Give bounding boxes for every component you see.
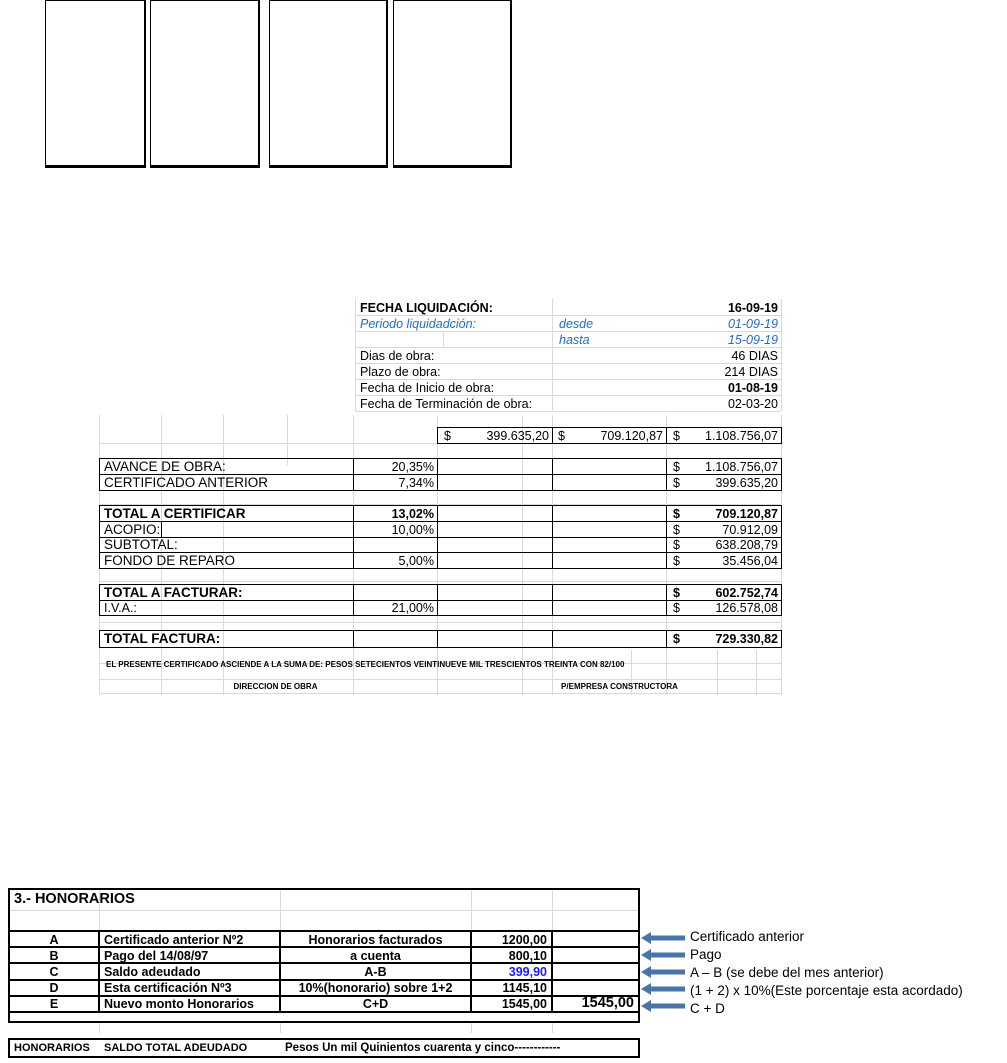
row-key: E xyxy=(49,997,59,1011)
signature-box-1 xyxy=(45,0,146,168)
firma-direccion-obra: DIRECCION DE OBRA xyxy=(233,682,318,691)
row-amount: 399,90 xyxy=(508,965,547,979)
row-label: CERTIFICADO ANTERIOR xyxy=(104,475,269,490)
row-currency: $ xyxy=(673,538,680,552)
row-amount: 729.330,82 xyxy=(715,632,778,646)
summary-anterior-amount: 399.635,20 xyxy=(486,429,549,443)
row-concept: Honorarios facturados xyxy=(308,933,443,947)
signature-box-3 xyxy=(269,0,388,168)
row-label: ACOPIO: xyxy=(104,522,161,537)
row-key: A xyxy=(49,933,59,947)
row-amount: 1145,10 xyxy=(502,981,547,995)
hasta-value: 15-09-19 xyxy=(727,333,778,347)
row-currency: $ xyxy=(673,460,680,474)
summary-actual-amount: 709.120,87 xyxy=(600,429,663,443)
periodo-label: Periodo liquidadción: xyxy=(360,317,477,331)
row-concept: A-B xyxy=(364,965,387,979)
row-desc: Nuevo monto Honorarios xyxy=(104,997,255,1011)
terminacion-value: 02-03-20 xyxy=(727,397,778,411)
note-porcentaje: (1 + 2) x 10%(Este porcentaje esta acordado) xyxy=(690,983,963,998)
row-amount: 1545,00 xyxy=(501,997,547,1011)
fecha-liquidacion-label: FECHA LIQUIDACIÓN: xyxy=(360,301,493,315)
row-amount: 709.120,87 xyxy=(715,507,778,521)
row-pct: 21,00% xyxy=(391,601,434,615)
row-amount: 602.752,74 xyxy=(715,586,778,600)
dias-label: Dias de obra: xyxy=(360,349,435,363)
inicio-label: Fecha de Inicio de obra: xyxy=(360,381,495,395)
summary-total-amount: 1.108.756,07 xyxy=(705,429,778,443)
footer-amount-text: Pesos Un mil Quinientos cuarenta y cinco------------ xyxy=(285,1042,561,1054)
summary-total-currency: $ xyxy=(673,429,680,443)
suma-text: EL PRESENTE CERTIFICADO ASCIENDE A LA SUMA DE: PESOS SETECIENTOS VEINTINUEVE MIL TRESCIENTOS TREINTA CON 82/100 xyxy=(106,660,625,669)
row-label: TOTAL A FACTURAR: xyxy=(104,585,243,600)
desde-label: desde xyxy=(559,317,594,331)
row-key: C xyxy=(49,965,59,979)
summary-actual-currency: $ xyxy=(558,429,565,443)
row-desc: Saldo adeudado xyxy=(104,965,201,979)
row-concept: 10%(honorario) sobre 1+2 xyxy=(298,981,453,995)
terminacion-label: Fecha de Terminación de obra: xyxy=(360,397,533,411)
footer-honorarios-label: HONORARIOS xyxy=(14,1042,90,1054)
row-currency: $ xyxy=(673,632,680,646)
row-pct: 13,02% xyxy=(391,507,434,521)
row-label: TOTAL FACTURA: xyxy=(104,631,221,646)
row-amount: 70.912,09 xyxy=(722,523,778,537)
row-amount: 399.635,20 xyxy=(715,476,778,490)
footer-saldo-label: SALDO TOTAL ADEUDADO xyxy=(104,1042,248,1054)
row-pct: 20,35% xyxy=(391,460,434,474)
plazo-value: 214 DIAS xyxy=(724,365,778,379)
row-pct: 5,00% xyxy=(398,554,434,568)
note-c-mas-d: C + D xyxy=(690,1001,725,1016)
row-label: TOTAL A CERTIFICAR xyxy=(104,506,246,521)
honorarios-title: 3.- HONORARIOS xyxy=(14,891,135,907)
hasta-label: hasta xyxy=(559,333,590,347)
row-amount: 800,10 xyxy=(508,949,547,963)
row-amount: 126.578,08 xyxy=(715,601,778,615)
row-amount: 1200,00 xyxy=(501,933,547,947)
row-desc: Pago del 14/08/97 xyxy=(104,949,209,963)
row-currency: $ xyxy=(673,476,680,490)
row-concept: C+D xyxy=(362,997,389,1011)
row-amount: 35.456,04 xyxy=(722,554,778,568)
row-amount: 638.208,79 xyxy=(715,538,778,552)
row-key: D xyxy=(49,981,59,995)
arrow-left-icon xyxy=(641,949,685,961)
row-label: FONDO DE REPARO xyxy=(104,553,236,568)
note-pago: Pago xyxy=(690,947,722,962)
signature-box-4 xyxy=(393,0,512,168)
row-label: SUBTOTAL: xyxy=(104,537,178,552)
row-key: B xyxy=(49,949,59,963)
arrow-left-icon xyxy=(641,1000,685,1012)
arrow-left-icon xyxy=(641,966,685,978)
dias-value: 46 DIAS xyxy=(731,349,778,363)
row-currency: $ xyxy=(673,601,680,615)
signature-box-2 xyxy=(150,0,260,168)
plazo-label: Plazo de obra: xyxy=(360,365,441,379)
summary-anterior-currency: $ xyxy=(444,429,451,443)
row-currency: $ xyxy=(673,523,680,537)
row-total: 1545,00 xyxy=(581,995,634,1011)
row-concept: a cuenta xyxy=(350,949,401,963)
row-pct: 7,34% xyxy=(398,476,434,490)
row-currency: $ xyxy=(673,554,680,568)
row-desc: Esta certificación Nº3 xyxy=(104,981,232,995)
row-label: I.V.A.: xyxy=(104,601,137,615)
row-desc: Certificado anterior Nº2 xyxy=(104,933,244,947)
firma-empresa-constructora: P/EMPRESA CONSTRUCTORA xyxy=(561,682,678,691)
note-a-menos-b: A – B (se debe del mes anterior) xyxy=(690,965,884,980)
row-currency: $ xyxy=(673,507,680,521)
inicio-value: 01-08-19 xyxy=(727,381,778,395)
row-currency: $ xyxy=(673,586,680,600)
row-pct: 10,00% xyxy=(391,523,434,537)
desde-value: 01-09-19 xyxy=(727,317,778,331)
row-amount: 1.108.756,07 xyxy=(705,460,778,474)
note-certificado-anterior: Certificado anterior xyxy=(690,929,805,944)
row-label: AVANCE DE OBRA: xyxy=(104,459,226,474)
fecha-liquidacion-value: 16-09-19 xyxy=(727,301,778,315)
arrow-left-icon xyxy=(641,983,685,995)
arrow-left-icon xyxy=(641,932,685,944)
